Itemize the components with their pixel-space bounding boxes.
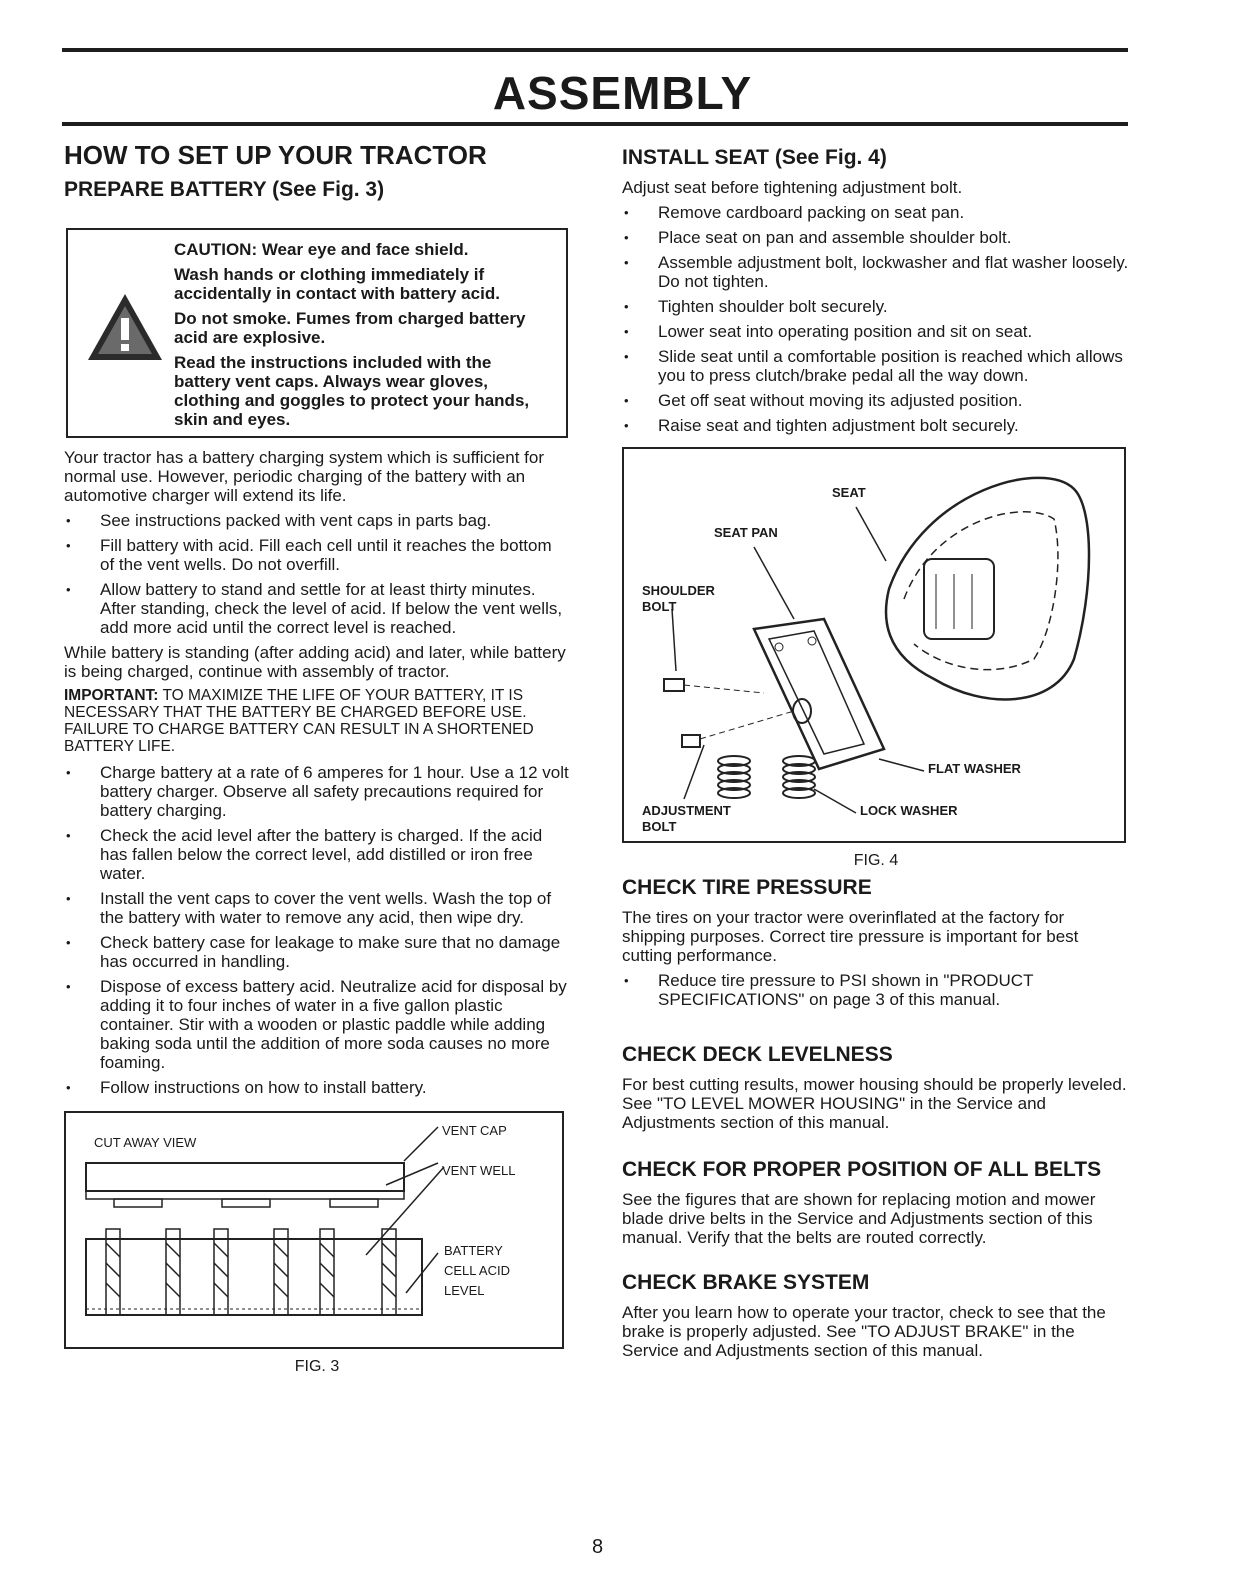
lock-washer-label: LOCK WASHER xyxy=(860,803,958,818)
fig3-caption: FIG. 3 xyxy=(294,1358,340,1375)
cell-acid-label: CELL ACID xyxy=(444,1263,510,1278)
page-number: 8 xyxy=(592,1536,604,1558)
tire-steps-list xyxy=(622,971,1130,1009)
list-item: • Dispose of excess battery acid. Neutralize acid for disposal by adding it to four inches of water in a five gallon plastic container. Stir with a wooden or plastic paddle while adding baking soda until the addition of more soda causes no more foaming. xyxy=(64,977,570,1072)
list-item: • Remove cardboard packing on seat pan. xyxy=(622,203,1130,222)
flat-washer-label: FLAT WASHER xyxy=(928,761,1021,776)
important-note xyxy=(64,687,570,755)
seat-intro: Adjust seat before tightening adjustment bolt. xyxy=(622,178,963,197)
vent-cap-label: VENT CAP xyxy=(442,1123,507,1138)
list-item: • Fill battery with acid. Fill each cell until it reaches the bottom of the vent wells. Do not overfill. xyxy=(64,536,570,574)
list-item: • Allow battery to stand and settle for at least thirty minutes. After standing, check the level of acid. If below the vent wells, add more acid until the correct level is reached. xyxy=(64,580,570,637)
seat-steps-list xyxy=(622,203,1130,435)
battery-steps-list xyxy=(64,511,570,637)
battery-intro: Your tractor has a battery charging system which is sufficient for normal use. However, periodic charging of the battery with an automotive charger will extend its life. xyxy=(64,448,545,505)
list-item: • Get off seat without moving its adjusted position. xyxy=(622,391,1130,410)
tire-pressure-text: The tires on your tractor were overinflated at the factory for shipping purposes. Correct tire pressure is important for best cutting performance. xyxy=(622,908,1079,965)
left-column xyxy=(64,140,570,1376)
adjustment-label: ADJUSTMENT xyxy=(642,803,731,818)
shoulder-label: SHOULDER xyxy=(642,583,715,598)
caution-line-3: Do not smoke. Fumes from charged battery acid are explosive. xyxy=(174,309,526,347)
prepare-battery-heading: PREPARE BATTERY (See Fig. 3) xyxy=(64,178,385,201)
seat-pan-label: SEAT PAN xyxy=(714,525,778,540)
important-text: TO MAXIMIZE THE LIFE OF YOUR BATTERY, IT IS NECESSARY THAT THE BATTERY BE CHARGED BEFORE USE. FAILURE TO CHARGE BATTERY CAN RESULT IN A SHORTENED BATTERY LIFE. xyxy=(64,687,534,755)
caution-line-1: CAUTION: Wear eye and face shield. xyxy=(174,240,469,259)
right-column xyxy=(622,140,1130,1366)
belts-heading: CHECK FOR PROPER POSITION OF ALL BELTS xyxy=(622,1158,1102,1181)
figure-4 xyxy=(622,447,1126,843)
seat-label: SEAT xyxy=(832,485,866,500)
battery-label: BATTERY xyxy=(444,1243,503,1258)
list-item: • Lower seat into operating position and sit on seat. xyxy=(622,322,1130,341)
list-item: • Charge battery at a rate of 6 amperes for 1 hour. Use a 12 volt battery charger. Observe all safety precautions required for battery charging. xyxy=(64,763,570,820)
warning-icon xyxy=(86,292,164,362)
tire-pressure-heading: CHECK TIRE PRESSURE xyxy=(622,876,872,899)
list-item: • See instructions packed with vent caps in parts bag. xyxy=(64,511,570,530)
while-standing-text: While battery is standing (after adding acid) and later, while battery is being charged, continue with assembly of tractor. xyxy=(64,643,566,681)
charging-steps-list xyxy=(64,763,570,1097)
seat-diagram xyxy=(624,449,1124,841)
caution-line-4: Read the instructions included with the battery vent caps. Always wear gloves, clothing and goggles to protect your hands, skin and eyes. xyxy=(174,353,530,429)
deck-levelness-heading: CHECK DECK LEVELNESS xyxy=(622,1043,893,1066)
brake-system-heading: CHECK BRAKE SYSTEM xyxy=(622,1271,870,1294)
figure-3 xyxy=(64,1111,564,1349)
cut-away-label: CUT AWAY VIEW xyxy=(94,1135,197,1150)
section-heading: HOW TO SET UP YOUR TRACTOR xyxy=(64,140,487,170)
list-item: • Slide seat until a comfortable position is reached which allows you to press clutch/brake pedal all the way down. xyxy=(622,347,1130,385)
list-item: • Raise seat and tighten adjustment bolt securely. xyxy=(622,416,1130,435)
vent-well-label: VENT WELL xyxy=(442,1163,516,1178)
title-rule xyxy=(62,122,1128,126)
list-item: • Check the acid level after the battery is charged. If the acid has fallen below the correct level, add distilled or iron free water. xyxy=(64,826,570,883)
list-item: • Follow instructions on how to install battery. xyxy=(64,1078,570,1097)
list-item: • Install the vent caps to cover the vent wells. Wash the top of the battery with water to remove any acid, then wipe dry. xyxy=(64,889,570,927)
list-item: • Check battery case for leakage to make sure that no damage has occurred in handling. xyxy=(64,933,570,971)
level-label: LEVEL xyxy=(444,1283,485,1298)
fig4-caption: FIG. 4 xyxy=(853,852,899,869)
list-item: • Tighten shoulder bolt securely. xyxy=(622,297,1130,316)
shoulder-bolt-label: BOLT xyxy=(642,599,677,614)
top-rule xyxy=(62,48,1128,52)
install-seat-heading: INSTALL SEAT (See Fig. 4) xyxy=(622,146,887,169)
adjustment-bolt-label: BOLT xyxy=(642,819,677,834)
caution-box xyxy=(66,228,568,438)
deck-levelness-text: For best cutting results, mower housing should be properly leveled. See "TO LEVEL MOWER HOUSING" in the Service and Adjustments section of this manual. xyxy=(622,1075,1127,1132)
list-item: • Assemble adjustment bolt, lockwasher and flat washer loosely. Do not tighten. xyxy=(622,253,1130,291)
list-item: • Place seat on pan and assemble shoulder bolt. xyxy=(622,228,1130,247)
list-item: • Reduce tire pressure to PSI shown in "PRODUCT SPECIFICATIONS" on page 3 of this manual. xyxy=(622,971,1130,1009)
important-label: IMPORTANT: xyxy=(64,687,159,704)
page-title: ASSEMBLY xyxy=(492,67,753,119)
brake-system-text: After you learn how to operate your tractor, check to see that the brake is properly adjusted. See "TO ADJUST BRAKE" in the Service and Adjustments section of this manual. xyxy=(622,1303,1106,1360)
caution-line-2: Wash hands or clothing immediately if accidentally in contact with battery acid. xyxy=(174,265,500,303)
belts-text: See the figures that are shown for replacing motion and mower blade drive belts in the Service and Adjustments section of this manual. Verify that the belts are routed correctly. xyxy=(622,1190,1096,1247)
